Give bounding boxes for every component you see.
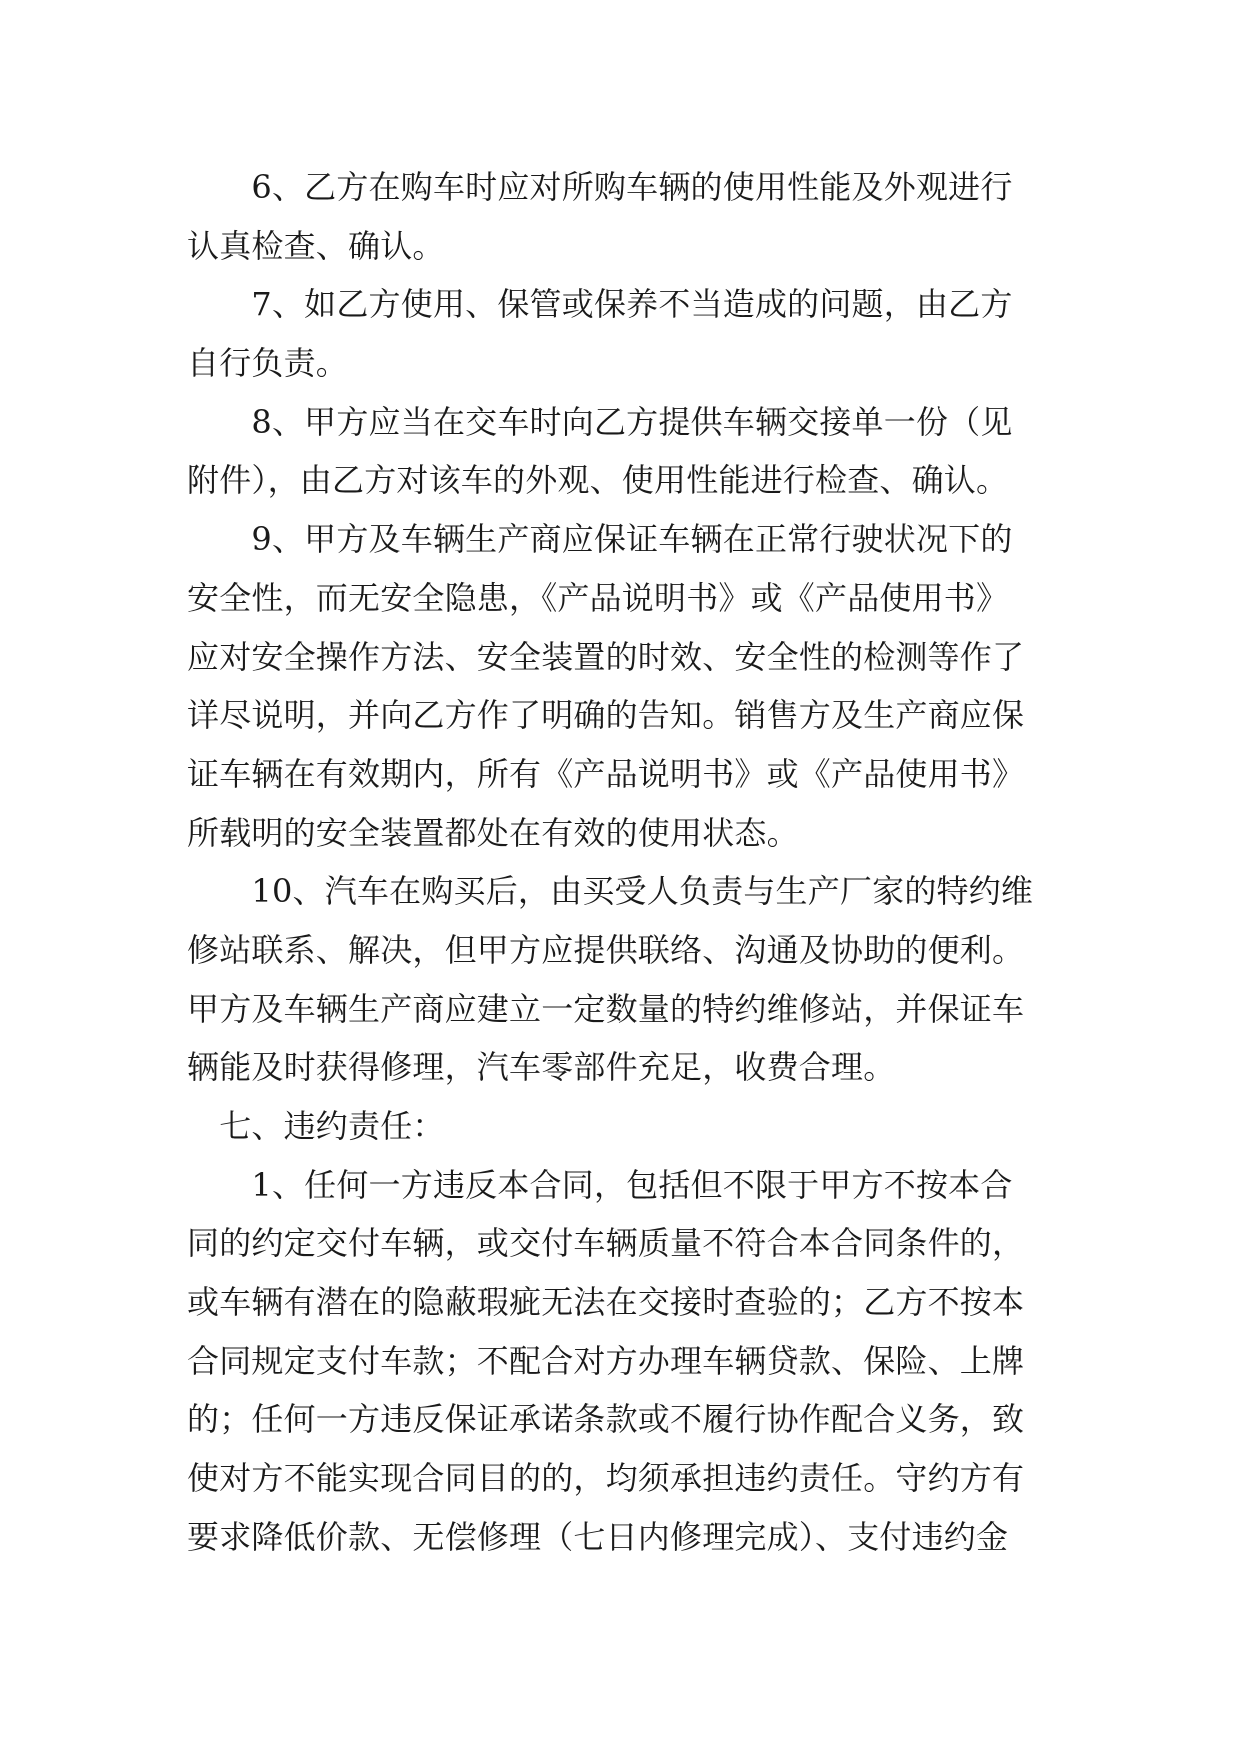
section-heading: 七、违约责任： (187, 1107, 445, 1145)
text-line: 所载明的安全装置都处在有效的使用状态。 (187, 813, 799, 852)
text-line: 证车辆在有效期内，所有《产品说明书》或《产品使用书》 (187, 754, 1025, 793)
text-line: 认真检查、确认。 (187, 226, 445, 265)
text-line: 使对方不能实现合同目的的，均须承担违约责任。守约方有 (187, 1459, 1025, 1498)
text-line: 10、汽车在购买后，由买受人负责与生产厂家的特约维 (187, 872, 1034, 911)
text-line: 甲方及车辆生产商应建立一定数量的特约维修站，并保证车 (187, 989, 1025, 1028)
text-line: 8、甲方应当在交车时向乙方提供车辆交接单一份（见 (187, 402, 1013, 441)
text-line: 安全性，而无安全隐患，《产品说明书》或《产品使用书》 (187, 578, 1009, 617)
text-line: 要求降低价款、无偿修理（七日内修理完成）、支付违约金 (187, 1517, 1009, 1556)
document-body (187, 158, 1057, 1567)
text-line: 应对安全操作方法、安全装置的时效、安全性的检测等作了 (187, 637, 1025, 676)
text-line: 7、如乙方使用、保管或保养不当造成的问题，由乙方 (187, 285, 1013, 324)
text-line: 详尽说明，并向乙方作了明确的告知。销售方及生产商应保 (187, 696, 1025, 735)
text-line: 附件），由乙方对该车的外观、使用性能进行检查、确认。 (187, 461, 1009, 500)
text-line: 自行负责。 (187, 344, 349, 383)
text-line: 辆能及时获得修理，汽车零部件充足，收费合理。 (187, 1048, 896, 1087)
text-line: 6、乙方在购车时应对所购车辆的使用性能及外观进行 (187, 168, 1013, 206)
text-line: 9、甲方及车辆生产商应保证车辆在正常行驶状况下的 (187, 520, 1013, 559)
text-line: 1、任何一方违反本合同，包括但不限于甲方不按本合 (187, 1165, 1013, 1204)
text-line: 的；任何一方违反保证承诺条款或不履行协作配合义务，致 (187, 1400, 1025, 1439)
text-line: 同的约定交付车辆，或交付车辆质量不符合本合同条件的， (187, 1224, 1025, 1263)
text-line: 或车辆有潜在的隐蔽瑕疵无法在交接时查验的；乙方不按本 (187, 1283, 1025, 1322)
text-line: 修站联系、解决，但甲方应提供联络、沟通及协助的便利。 (187, 930, 1025, 969)
text-line: 合同规定支付车款；不配合对方办理车辆贷款、保险、上牌 (187, 1341, 1025, 1380)
